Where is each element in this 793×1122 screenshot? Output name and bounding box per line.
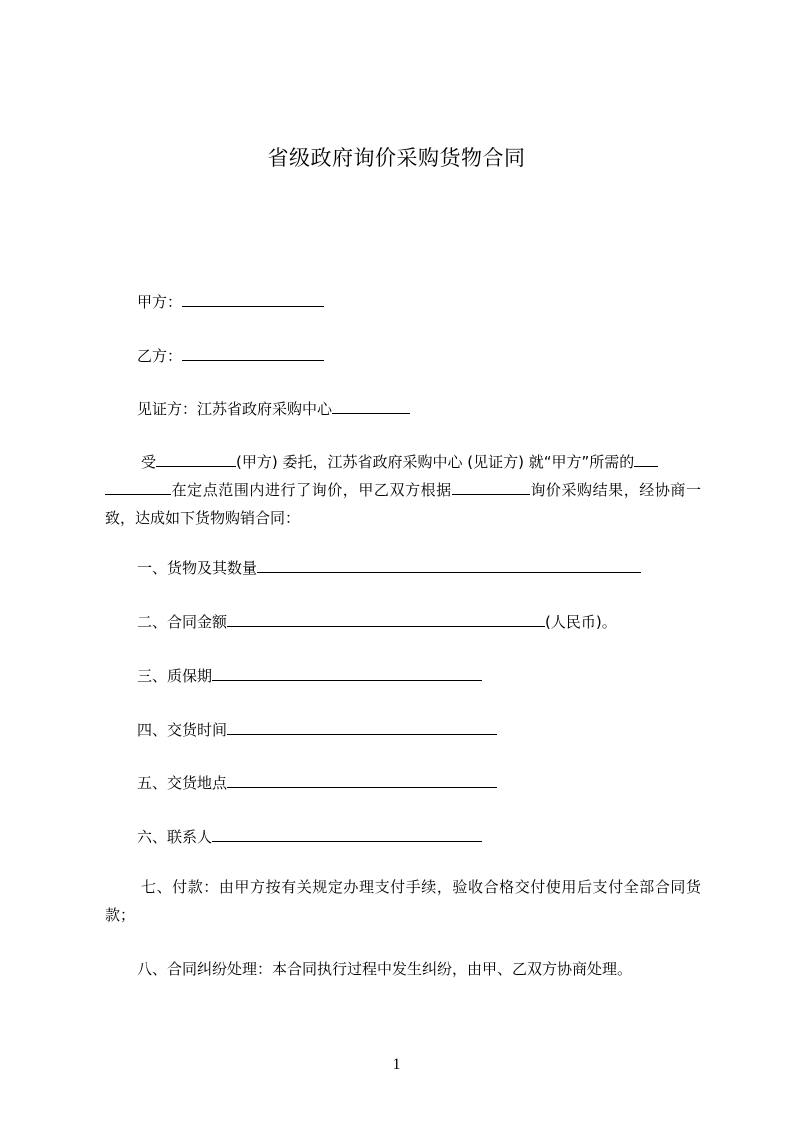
clause-4-label: 四、交货时间 <box>137 721 228 739</box>
clause-6-blank <box>212 826 482 842</box>
preamble-part2: (甲方) 委托，江苏省政府采购中心 (见证方) 就“甲方”所需的 <box>236 453 635 471</box>
clause-5-blank <box>227 772 497 788</box>
clause-4 <box>137 719 497 740</box>
clause-8: 八、合同纠纷处理：本合同执行过程中发生纠纷，由甲、乙双方协商处理。 <box>137 960 633 978</box>
clause-3 <box>137 665 482 686</box>
party-a-line <box>137 291 324 312</box>
clause-4-blank <box>227 719 497 735</box>
clause-3-blank <box>212 665 482 681</box>
clause-5 <box>137 772 497 793</box>
preamble-blank-goods-b <box>105 479 171 495</box>
party-b-blank <box>182 345 324 361</box>
clause-7: 七、付款：由甲方按有关规定办理支付手续，验收合格交付使用后支付全部合同货款； <box>105 878 701 924</box>
clause-5-label: 五、交货地点 <box>137 774 228 792</box>
preamble-paragraph <box>105 448 701 532</box>
clause-2 <box>137 611 617 632</box>
document-title: 省级政府询价采购货物合同 <box>267 146 526 170</box>
party-a-label: 甲方： <box>137 293 183 311</box>
clause-3-label: 三、质保期 <box>137 667 213 685</box>
preamble-part1: 受 <box>141 453 157 471</box>
clause-2-blank <box>227 611 545 627</box>
clause-1 <box>137 557 641 578</box>
clause-1-blank <box>257 557 641 573</box>
preamble-part3: 在定点范围内进行了询价，甲乙双方根据 <box>171 481 452 499</box>
witness-blank <box>332 398 410 414</box>
party-b-label: 乙方： <box>137 347 183 365</box>
witness-line <box>137 398 410 419</box>
witness-label: 见证方：江苏省政府采购中心 <box>137 400 333 418</box>
clause-1-label: 一、货物及其数量 <box>137 559 258 577</box>
clause-2-suffix: (人民币)。 <box>545 613 617 631</box>
clause-2-label: 二、合同金额 <box>137 613 228 631</box>
preamble-blank-party <box>156 451 236 467</box>
page-number: 1 <box>392 1056 401 1073</box>
preamble-blank-basis <box>452 479 530 495</box>
clause-6-label: 六、联系人 <box>137 828 213 846</box>
party-a-blank <box>182 291 324 307</box>
party-b-line <box>137 345 324 366</box>
preamble-part4: 询价采购结果，经协商一致，达成如下货物购销合同： <box>105 481 701 527</box>
preamble-blank-goods-a <box>634 451 658 467</box>
clause-6 <box>137 826 482 847</box>
